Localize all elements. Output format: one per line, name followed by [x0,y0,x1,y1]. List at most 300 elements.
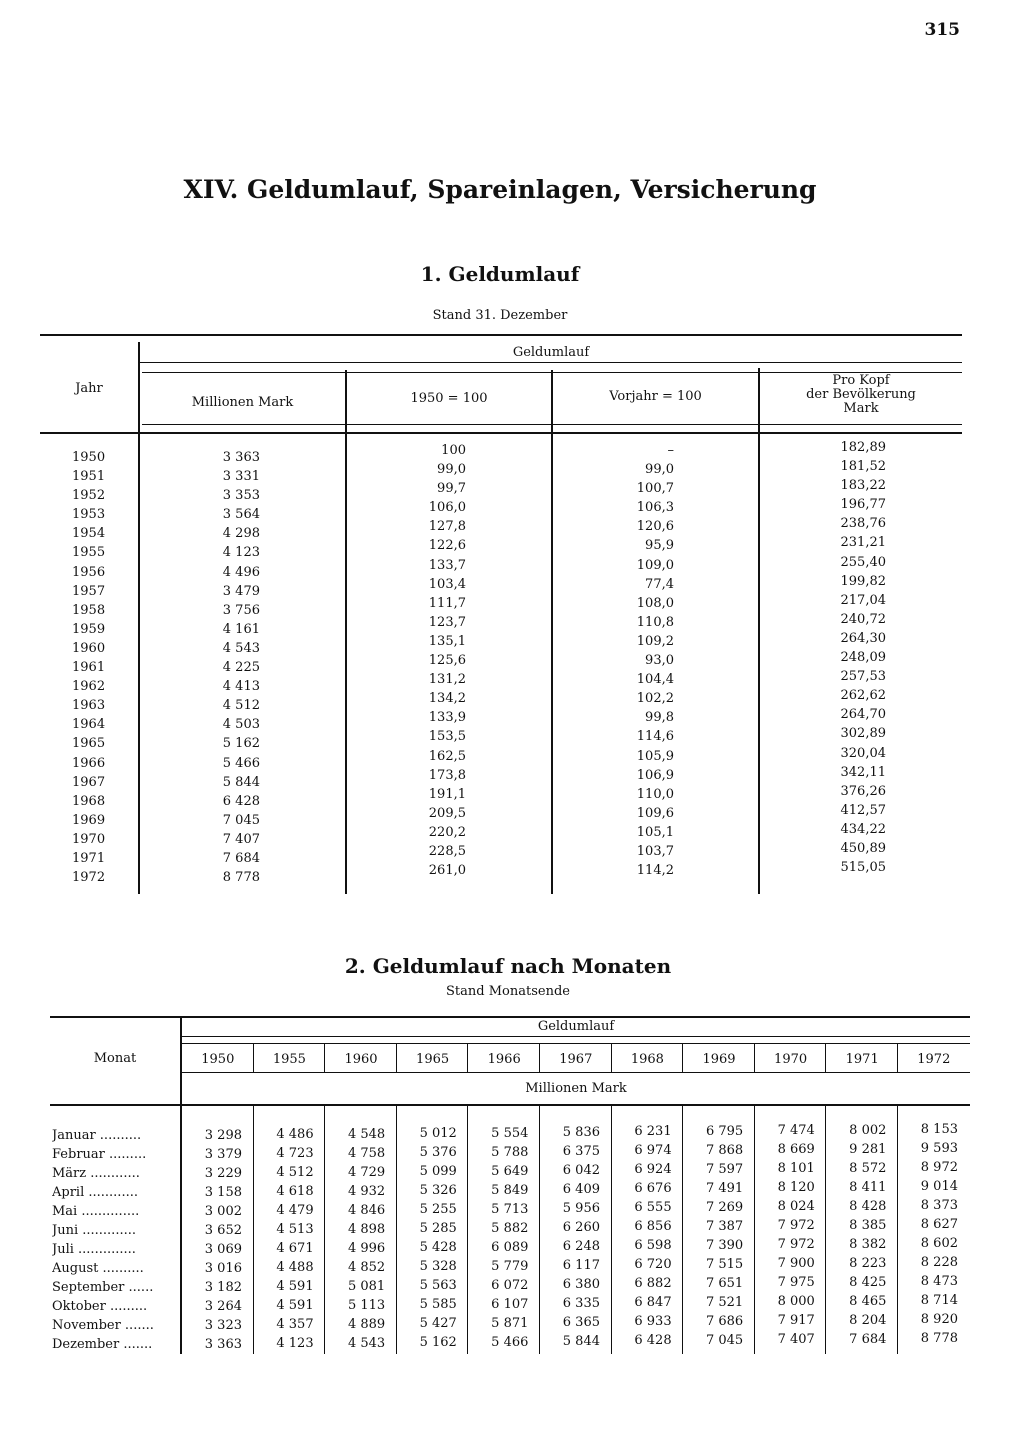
leader-dots: ....... [119,1337,153,1352]
cell-idx: 99,0 [437,462,466,478]
cell-value: 6 555 [634,1200,672,1216]
month-label: Mai [52,1204,78,1219]
table1-header-mm: Millionen Mark [191,395,294,410]
percapita-line2: der Bevölkerung [806,387,916,402]
cell-value: 8 428 [849,1198,887,1214]
cell-year: 1971 [72,850,106,866]
cell-pk: 257,53 [840,669,886,685]
table1-group-rule [140,362,962,363]
cell-value: 6 260 [562,1220,600,1235]
cell-value: 5 563 [419,1278,457,1294]
cell-month [52,1128,176,1143]
cell-pk: 376,26 [840,783,886,799]
cell-value: 8 101 [777,1161,815,1177]
year-header: 1955 [272,1052,306,1067]
cell-value: 4 591 [276,1298,314,1314]
cell-year: 1970 [72,831,106,847]
cell-value: 5 466 [491,1334,529,1350]
cell-value: 5 649 [491,1163,529,1179]
cell-vj: 103,7 [636,843,674,859]
cell-value: 5 844 [562,1334,600,1349]
cell-value: 9 014 [920,1179,958,1194]
cell-idx: 135,1 [428,633,466,649]
cell-value: 4 618 [276,1184,314,1200]
cell-idx: 99,7 [437,481,466,497]
cell-value: 7 474 [777,1123,815,1139]
table1-header-percapita [760,374,962,416]
cell-value: 6 409 [562,1182,600,1197]
cell-value: 8 572 [849,1160,887,1176]
cell-value: 6 847 [634,1295,672,1311]
table2-years-bottom-rule [182,1072,970,1073]
table-row [50,1331,970,1354]
month-label: Juli [52,1242,74,1257]
cell-value: 5 113 [347,1297,386,1313]
cell-value: 5 328 [419,1259,457,1275]
cell-value: 5 871 [491,1315,529,1331]
cell-value: 4 479 [276,1203,314,1219]
cell-month [52,1185,176,1200]
cell-pk: 262,62 [840,688,886,704]
cell-pk: 181,52 [840,459,886,475]
cell-value: 8 002 [849,1122,887,1138]
month-label: Juni [52,1223,79,1238]
cell-mm: 5 162 [222,736,260,752]
cell-value: 6 335 [562,1296,600,1311]
cell-idx: 125,6 [428,653,466,669]
leader-dots: ............ [86,1166,140,1181]
cell-pk: 196,77 [840,497,886,513]
cell-mm: 4 413 [222,679,260,695]
cell-value: 8 204 [849,1312,887,1328]
cell-value: 7 045 [705,1332,744,1348]
cell-value: 5 849 [491,1182,529,1198]
cell-value: 4 932 [347,1183,386,1199]
cell-value: 6 248 [562,1239,600,1254]
cell-value: 7 390 [705,1237,744,1253]
cell-mm: 6 428 [222,793,260,809]
cell-value: 6 974 [634,1143,672,1159]
cell-mm: 4 543 [222,640,260,656]
cell-value: 7 686 [705,1313,744,1329]
cell-year: 1964 [72,717,106,733]
cell-mm: 4 298 [222,526,260,542]
cell-value: 7 972 [777,1218,815,1234]
cell-value: 6 231 [634,1124,672,1140]
cell-value: 5 956 [562,1201,600,1216]
leader-dots: ...... [124,1280,154,1295]
cell-value: 8 382 [849,1236,887,1252]
table-row [40,860,962,887]
cell-idx: 133,7 [428,557,466,573]
month-label: Oktober [52,1299,106,1314]
cell-month [52,1242,176,1257]
leader-dots: .......... [98,1261,144,1276]
table2-header-month: Monat [93,1051,137,1066]
cell-value: 8 465 [849,1293,887,1309]
year-header: 1968 [630,1052,664,1067]
cell-vj: 93,0 [645,653,674,669]
cell-vj: 110,0 [636,786,674,802]
month-label: November [52,1318,121,1333]
cell-idx: 111,7 [428,595,466,611]
cell-month [52,1166,176,1181]
cell-month [52,1223,176,1238]
cell-value: 8 223 [849,1255,887,1271]
cell-year: 1972 [72,870,106,886]
cell-vj: 100,7 [636,481,674,497]
cell-value: 8 000 [777,1294,815,1310]
cell-vj: – [667,443,674,458]
cell-year: 1957 [72,583,106,599]
leader-dots: ......... [105,1299,148,1314]
cell-idx: 173,8 [428,767,466,783]
cell-value: 8 373 [920,1198,958,1213]
chapter-title: XIV. Geldumlauf, Spareinlagen, Versicherung [183,175,817,204]
cell-value: 7 387 [705,1218,744,1234]
cell-value: 3 016 [204,1261,242,1276]
cell-vj: 104,4 [636,672,674,688]
cell-value: 5 285 [419,1221,457,1237]
table2-top-rule [50,1016,970,1018]
table1-header-prevyear: Vorjahr = 100 [609,389,702,404]
cell-vj: 105,1 [636,824,674,840]
cell-value: 4 543 [347,1335,386,1351]
cell-value: 5 255 [419,1202,457,1218]
cell-value: 8 920 [920,1312,958,1327]
cell-year: 1960 [72,640,106,656]
cell-year: 1969 [72,812,106,828]
year-header: 1966 [487,1052,521,1067]
cell-pk: 182,89 [840,440,886,455]
cell-value: 3 229 [204,1166,242,1181]
cell-value: 4 357 [276,1317,314,1333]
cell-value: 6 795 [705,1123,744,1139]
cell-mm: 8 778 [222,870,260,886]
cell-pk: 320,04 [840,745,886,761]
cell-value: 5 788 [491,1144,529,1160]
cell-value: 5 554 [491,1125,529,1141]
cell-value: 5 779 [491,1258,529,1274]
cell-vj: 77,4 [645,576,674,592]
year-header: 1970 [774,1052,808,1067]
cell-vj: 114,6 [636,729,674,745]
table1-header-year: Jahr [75,381,103,396]
cell-year: 1950 [72,450,106,465]
cell-value: 4 548 [347,1126,386,1142]
cell-mm: 4 496 [222,564,260,580]
table2-header-bottom-rule [50,1104,970,1106]
cell-idx: 228,5 [428,843,466,859]
cell-value: 7 407 [777,1332,815,1348]
cell-vj: 99,8 [645,710,674,726]
cell-value: 8 411 [849,1179,887,1195]
cell-year: 1958 [72,602,106,618]
table2-subtitle: Stand Monatsende [446,984,570,999]
cell-pk: 238,76 [840,516,886,532]
cell-value: 6 072 [491,1277,529,1293]
table1-header-group: Geldumlauf [512,345,590,360]
cell-value: 3 002 [204,1204,242,1219]
cell-value: 5 081 [347,1278,386,1294]
month-label: August [52,1261,99,1276]
cell-month [52,1147,176,1162]
cell-pk: 240,72 [840,611,886,627]
year-header: 1960 [344,1052,378,1067]
cell-mm: 3 756 [222,602,260,618]
cell-value: 4 123 [276,1336,314,1352]
cell-pk: 515,05 [840,860,886,876]
leader-dots: .............. [73,1242,136,1257]
cell-value: 4 513 [276,1222,314,1238]
cell-value: 6 117 [562,1258,600,1273]
cell-month [52,1204,176,1219]
page-number: 315 [924,20,960,40]
cell-value: 6 380 [562,1277,600,1292]
cell-value: 6 924 [634,1162,672,1178]
cell-value: 5 836 [562,1125,600,1140]
cell-vj: 105,9 [636,748,674,764]
cell-value: 5 162 [419,1335,457,1351]
month-label: Februar [52,1147,105,1162]
cell-mm: 3 363 [222,450,260,465]
cell-month [52,1318,176,1333]
cell-vj: 106,9 [636,767,674,783]
table1-header-bottom-rule [40,432,962,434]
leader-dots: ............ [84,1185,138,1200]
cell-idx: 122,6 [428,538,466,554]
cell-pk: 248,09 [840,650,886,666]
table2-header-group: Geldumlauf [537,1019,615,1034]
cell-idx: 162,5 [428,748,466,764]
leader-dots: ............. [78,1223,136,1238]
cell-value: 8 473 [920,1274,958,1289]
cell-value: 4 671 [276,1241,314,1257]
cell-pk: 255,40 [840,554,886,570]
table1-body [40,440,962,887]
cell-value: 8 627 [920,1217,958,1232]
cell-value: 6 428 [634,1333,672,1349]
cell-value: 7 651 [705,1275,744,1291]
table1 [40,334,962,894]
cell-idx: 153,5 [428,729,466,745]
table2-body [50,1122,970,1354]
cell-idx: 123,7 [428,614,466,630]
cell-value: 6 598 [634,1238,672,1254]
table1-top-rule [40,334,962,336]
cell-idx: 131,2 [428,672,466,688]
cell-vj: 109,0 [636,557,674,573]
cell-value: 5 099 [419,1164,457,1180]
cell-mm: 3 353 [222,488,260,504]
cell-mm: 3 479 [222,583,260,599]
cell-value: 3 652 [204,1223,242,1238]
leader-dots: ......... [104,1147,147,1162]
year-header: 1950 [201,1052,235,1067]
cell-mm: 4 503 [222,717,260,733]
cell-month [52,1337,176,1352]
cell-value: 4 591 [276,1279,314,1295]
cell-year: 1965 [72,736,106,752]
month-label: April [52,1185,85,1200]
cell-idx: 220,2 [428,824,466,840]
year-header: 1965 [416,1052,450,1067]
cell-month [52,1299,176,1314]
cell-mm: 4 512 [222,698,260,714]
cell-value: 5 012 [419,1126,457,1142]
cell-idx: 134,2 [428,691,466,707]
cell-year: 1962 [72,679,106,695]
leader-dots: .............. [77,1204,140,1219]
cell-value: 7 900 [777,1256,815,1272]
cell-value: 4 846 [347,1202,386,1218]
cell-value: 6 882 [634,1276,672,1292]
year-header: 1972 [917,1052,951,1067]
year-header: 1971 [845,1052,879,1067]
cell-value: 8 024 [777,1199,815,1215]
leader-dots: ....... [120,1318,154,1333]
cell-value: 7 597 [705,1161,744,1177]
cell-value: 3 069 [204,1242,242,1257]
cell-vj: 120,6 [636,519,674,535]
cell-value: 6 933 [634,1314,672,1330]
cell-year: 1955 [72,545,106,561]
cell-value: 7 515 [705,1256,744,1272]
cell-value: 4 996 [347,1240,386,1256]
cell-value: 3 182 [204,1280,242,1295]
cell-value: 3 323 [204,1318,242,1333]
cell-month [52,1261,176,1276]
cell-value: 4 723 [276,1146,314,1162]
cell-value: 7 917 [777,1313,815,1329]
cell-idx: 127,8 [428,519,466,535]
cell-value: 7 269 [705,1199,744,1215]
cell-pk: 342,11 [840,764,886,780]
cell-value: 8 385 [849,1217,887,1233]
cell-pk: 199,82 [840,573,886,589]
cell-idx: 106,0 [428,500,466,516]
cell-value: 4 758 [347,1145,386,1161]
cell-year: 1954 [72,526,106,542]
cell-mm: 7 684 [222,850,260,866]
cell-mm: 5 466 [222,755,260,771]
month-label: September [52,1280,125,1295]
cell-year: 1966 [72,755,106,771]
cell-mm: 3 331 [222,469,260,485]
cell-value: 4 729 [347,1164,386,1180]
cell-pk: 231,21 [840,535,886,551]
cell-value: 6 375 [562,1144,600,1159]
cell-value: 5 882 [491,1220,529,1236]
cell-value: 6 042 [562,1163,600,1178]
cell-value: 6 676 [634,1181,672,1197]
cell-value: 8 669 [777,1142,815,1158]
cell-value: 5 376 [419,1145,457,1161]
cell-vj: 109,2 [636,633,674,649]
cell-value: 3 363 [204,1337,242,1352]
cell-value: 5 428 [419,1240,457,1256]
cell-value: 5 585 [419,1297,457,1313]
cell-pk: 264,30 [840,630,886,646]
cell-value: 3 298 [204,1128,242,1143]
cell-value: 9 593 [920,1141,958,1156]
month-label: März [52,1166,87,1181]
cell-pk: 264,70 [840,707,886,723]
cell-value: 3 158 [204,1185,242,1200]
cell-value: 8 425 [849,1274,887,1290]
cell-value: 7 521 [705,1294,744,1310]
cell-value: 4 852 [347,1259,386,1275]
month-label: Januar [52,1128,96,1143]
cell-vj: 108,0 [636,595,674,611]
cell-year: 1959 [72,621,106,637]
cell-idx: 133,9 [428,710,466,726]
cell-value: 7 684 [849,1331,887,1347]
cell-idx: 100 [441,443,466,458]
year-header: 1967 [559,1052,593,1067]
cell-value: 4 486 [276,1127,314,1143]
cell-mm: 4 161 [222,621,260,637]
cell-vj: 110,8 [636,614,674,630]
cell-pk: 183,22 [840,478,886,494]
cell-value: 6 365 [562,1315,600,1330]
cell-year: 1961 [72,660,106,676]
cell-year: 1956 [72,564,106,580]
cell-value: 4 512 [276,1165,314,1181]
cell-pk: 302,89 [840,726,886,742]
cell-value: 7 972 [777,1237,815,1253]
cell-value: 3 264 [204,1299,242,1314]
cell-value: 5 427 [419,1316,457,1332]
cell-vj: 109,6 [636,805,674,821]
cell-vj: 106,3 [636,500,674,516]
cell-year: 1952 [72,488,106,504]
cell-vj: 99,0 [645,462,674,478]
cell-value: 8 602 [920,1236,958,1251]
month-label: Dezember [52,1337,120,1352]
cell-year: 1963 [72,698,106,714]
cell-vj: 102,2 [636,691,674,707]
table2 [50,1016,970,1356]
cell-value: 4 898 [347,1221,386,1237]
cell-value: 3 379 [204,1147,242,1162]
cell-value: 8 153 [920,1122,958,1137]
cell-value: 8 228 [920,1255,958,1270]
cell-vj: 114,2 [636,863,674,879]
cell-mm: 3 564 [222,507,260,523]
cell-idx: 103,4 [428,576,466,592]
table2-header-unit: Millionen Mark [525,1081,627,1096]
cell-value: 8 714 [920,1293,958,1308]
cell-value: 5 326 [419,1183,457,1199]
cell-value: 7 975 [777,1275,815,1291]
cell-value: 6 089 [491,1239,529,1255]
table1-title: 1. Geldumlauf [420,262,580,286]
cell-idx: 191,1 [428,786,466,802]
cell-value: 8 972 [920,1160,958,1175]
cell-mm: 7 407 [222,831,260,847]
cell-value: 7 491 [705,1180,744,1196]
cell-idx: 209,5 [428,805,466,821]
cell-value: 8 778 [920,1331,958,1346]
cell-value: 4 889 [347,1316,386,1332]
cell-mm: 4 225 [222,660,260,676]
table1-header-index: 1950 = 100 [410,391,488,406]
cell-value: 4 488 [276,1260,314,1276]
cell-pk: 217,04 [840,592,886,608]
cell-pk: 434,22 [840,821,886,837]
cell-mm: 7 045 [222,812,260,828]
